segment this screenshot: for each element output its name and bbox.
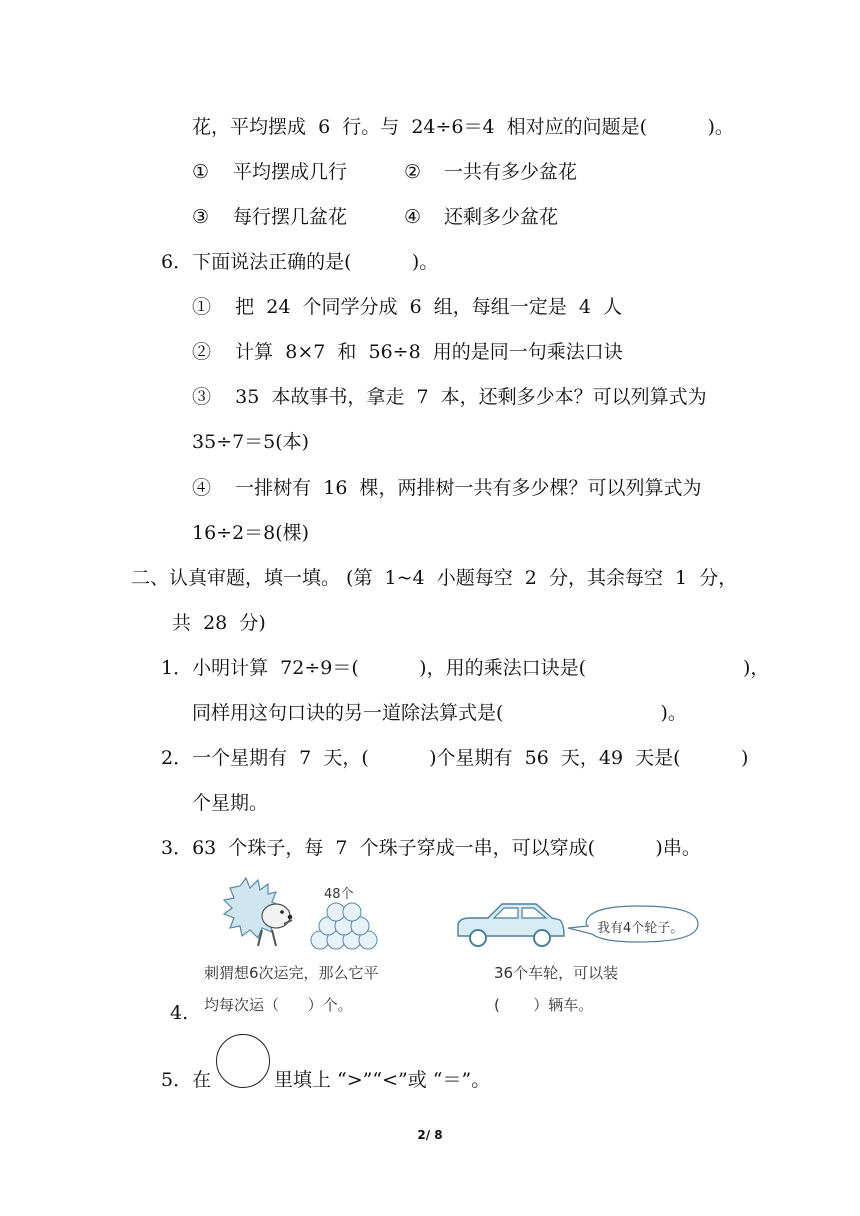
- q6-option-4-line1: ④ 一排树有 16 棵，两排树一共有多少棵？可以列算式为: [192, 477, 702, 499]
- q5-option-3-num: ③: [192, 206, 210, 228]
- s2-q2-line2: 个星期。: [192, 792, 269, 814]
- s2-q5-prefix: 5．在: [161, 1069, 212, 1091]
- q6-option-3-line2: 35÷7＝5(本): [192, 431, 310, 453]
- s2-q1-line2: 同样用这句口诀的另一道除法算式是( )。: [192, 702, 687, 724]
- ball-pile-icon: [311, 903, 377, 949]
- q5-stem-continuation: 花，平均摆成 6 行。与 24÷6＝4 相对应的问题是( )。: [192, 116, 734, 138]
- q5-option-1-num: ①: [192, 161, 210, 183]
- q5-option-1-text: 平均摆成几行: [233, 161, 348, 183]
- hedgehog-icon: [224, 878, 292, 946]
- q6-option-3-line1: ③ 35 本故事书，拿走 7 本，还剩多少本？可以列算式为: [192, 386, 707, 408]
- s2-q3: 3．63 个珠子，每 7 个珠子穿成一串，可以穿成( )串。: [161, 837, 701, 859]
- s2-q1-line1: 1．小明计算 72÷9＝( )，用的乘法口诀是( )，: [161, 657, 770, 679]
- q6-stem: 6．下面说法正确的是( )。: [161, 251, 439, 273]
- q6-option-1: ① 把 24 个同学分成 6 组，每组一定是 4 人: [192, 296, 622, 318]
- blank-circle-icon: [216, 1034, 270, 1088]
- car-icon: [458, 904, 564, 946]
- s2-q5-suffix: 里填上 “>”“<”或 “＝”。: [274, 1069, 491, 1091]
- q5-option-4-num: ④: [404, 206, 422, 228]
- hedgehog-text-line1: 刺猬想6次运完，那么它平: [204, 964, 379, 982]
- q5-option-3-text: 每行摆几盆花: [233, 206, 348, 228]
- section2-heading-line1: 二、认真审题，填一填。 (第 1~4 小题每空 2 分，其余每空 1 分，: [131, 567, 738, 589]
- hedgehog-text-line2: 均每次运（ ）个。: [204, 996, 353, 1014]
- hedgehog-and-pile-illustration: [220, 876, 390, 956]
- q6-option-2: ② 计算 8×7 和 56÷8 用的是同一句乘法口诀: [192, 341, 623, 363]
- s2-q2-line1: 2．一个星期有 7 天，( )个星期有 56 天，49 天是( ): [161, 747, 749, 769]
- s2-q4-number: 4.: [170, 1002, 189, 1024]
- car-text-line1: 36个车轮，可以装: [494, 964, 619, 982]
- car-text-line2: ( ）辆车。: [494, 996, 594, 1014]
- page-number: 2/ 8: [417, 1128, 443, 1142]
- section2-heading-line2: 共 28 分): [172, 612, 266, 634]
- q5-option-2-text: 一共有多少盆花: [444, 161, 578, 183]
- pile-count-label: 48个: [324, 887, 354, 902]
- q5-option-4-text: 还剩多少盆花: [444, 206, 559, 228]
- speech-bubble-text: 我有4个轮子。: [597, 921, 684, 936]
- q5-option-2-num: ②: [404, 161, 422, 183]
- q6-option-4-line2: 16÷2＝8(棵): [192, 522, 310, 544]
